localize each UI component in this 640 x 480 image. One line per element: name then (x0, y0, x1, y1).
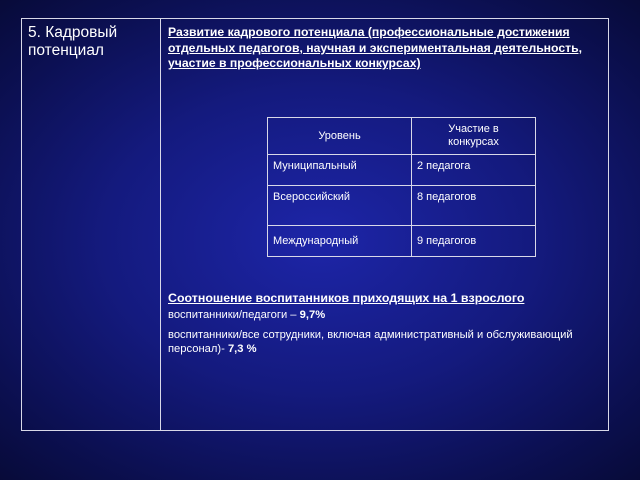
ratio-label: воспитанники/все сотрудники, включая административный и обслуживающий персонал)- (168, 328, 573, 356)
section-heading: Развитие кадрового потенциала (профессиональные достижения отдельных педагогов, научная и экспериментальная деятельность, участие в профессиональных конкурсах) (168, 25, 582, 71)
levels-table (267, 117, 536, 257)
ratio-block (168, 291, 604, 357)
table-row (268, 226, 536, 257)
content-table (21, 18, 609, 431)
participation-cell: 2 педагога (412, 155, 536, 186)
ratio-line-all-staff (168, 328, 604, 357)
table-row (268, 186, 536, 226)
participation-cell: 8 педагогов (412, 186, 536, 226)
ratio-label: воспитанники/педагоги – (168, 309, 300, 321)
participation-cell: 9 педагогов (412, 226, 536, 257)
header-level: Уровень (268, 118, 412, 155)
ratio-line-teachers (168, 308, 604, 323)
section-content (168, 25, 604, 356)
level-cell: Муниципальный (268, 155, 412, 186)
level-cell: Международный (268, 226, 412, 257)
ratio-heading: Соотношение воспитанников приходящих на 1 взрослого (168, 291, 525, 305)
table-row (268, 155, 536, 186)
column-divider (160, 19, 161, 430)
header-participation: Участие в конкурсах (412, 118, 536, 155)
ratio-value: 7,3 % (227, 343, 257, 356)
table-header-row (268, 118, 536, 155)
section-title: 5. Кадровый потенциал (28, 24, 118, 59)
ratio-value: 9,7% (299, 309, 326, 321)
level-cell: Всероссийский (268, 186, 412, 226)
